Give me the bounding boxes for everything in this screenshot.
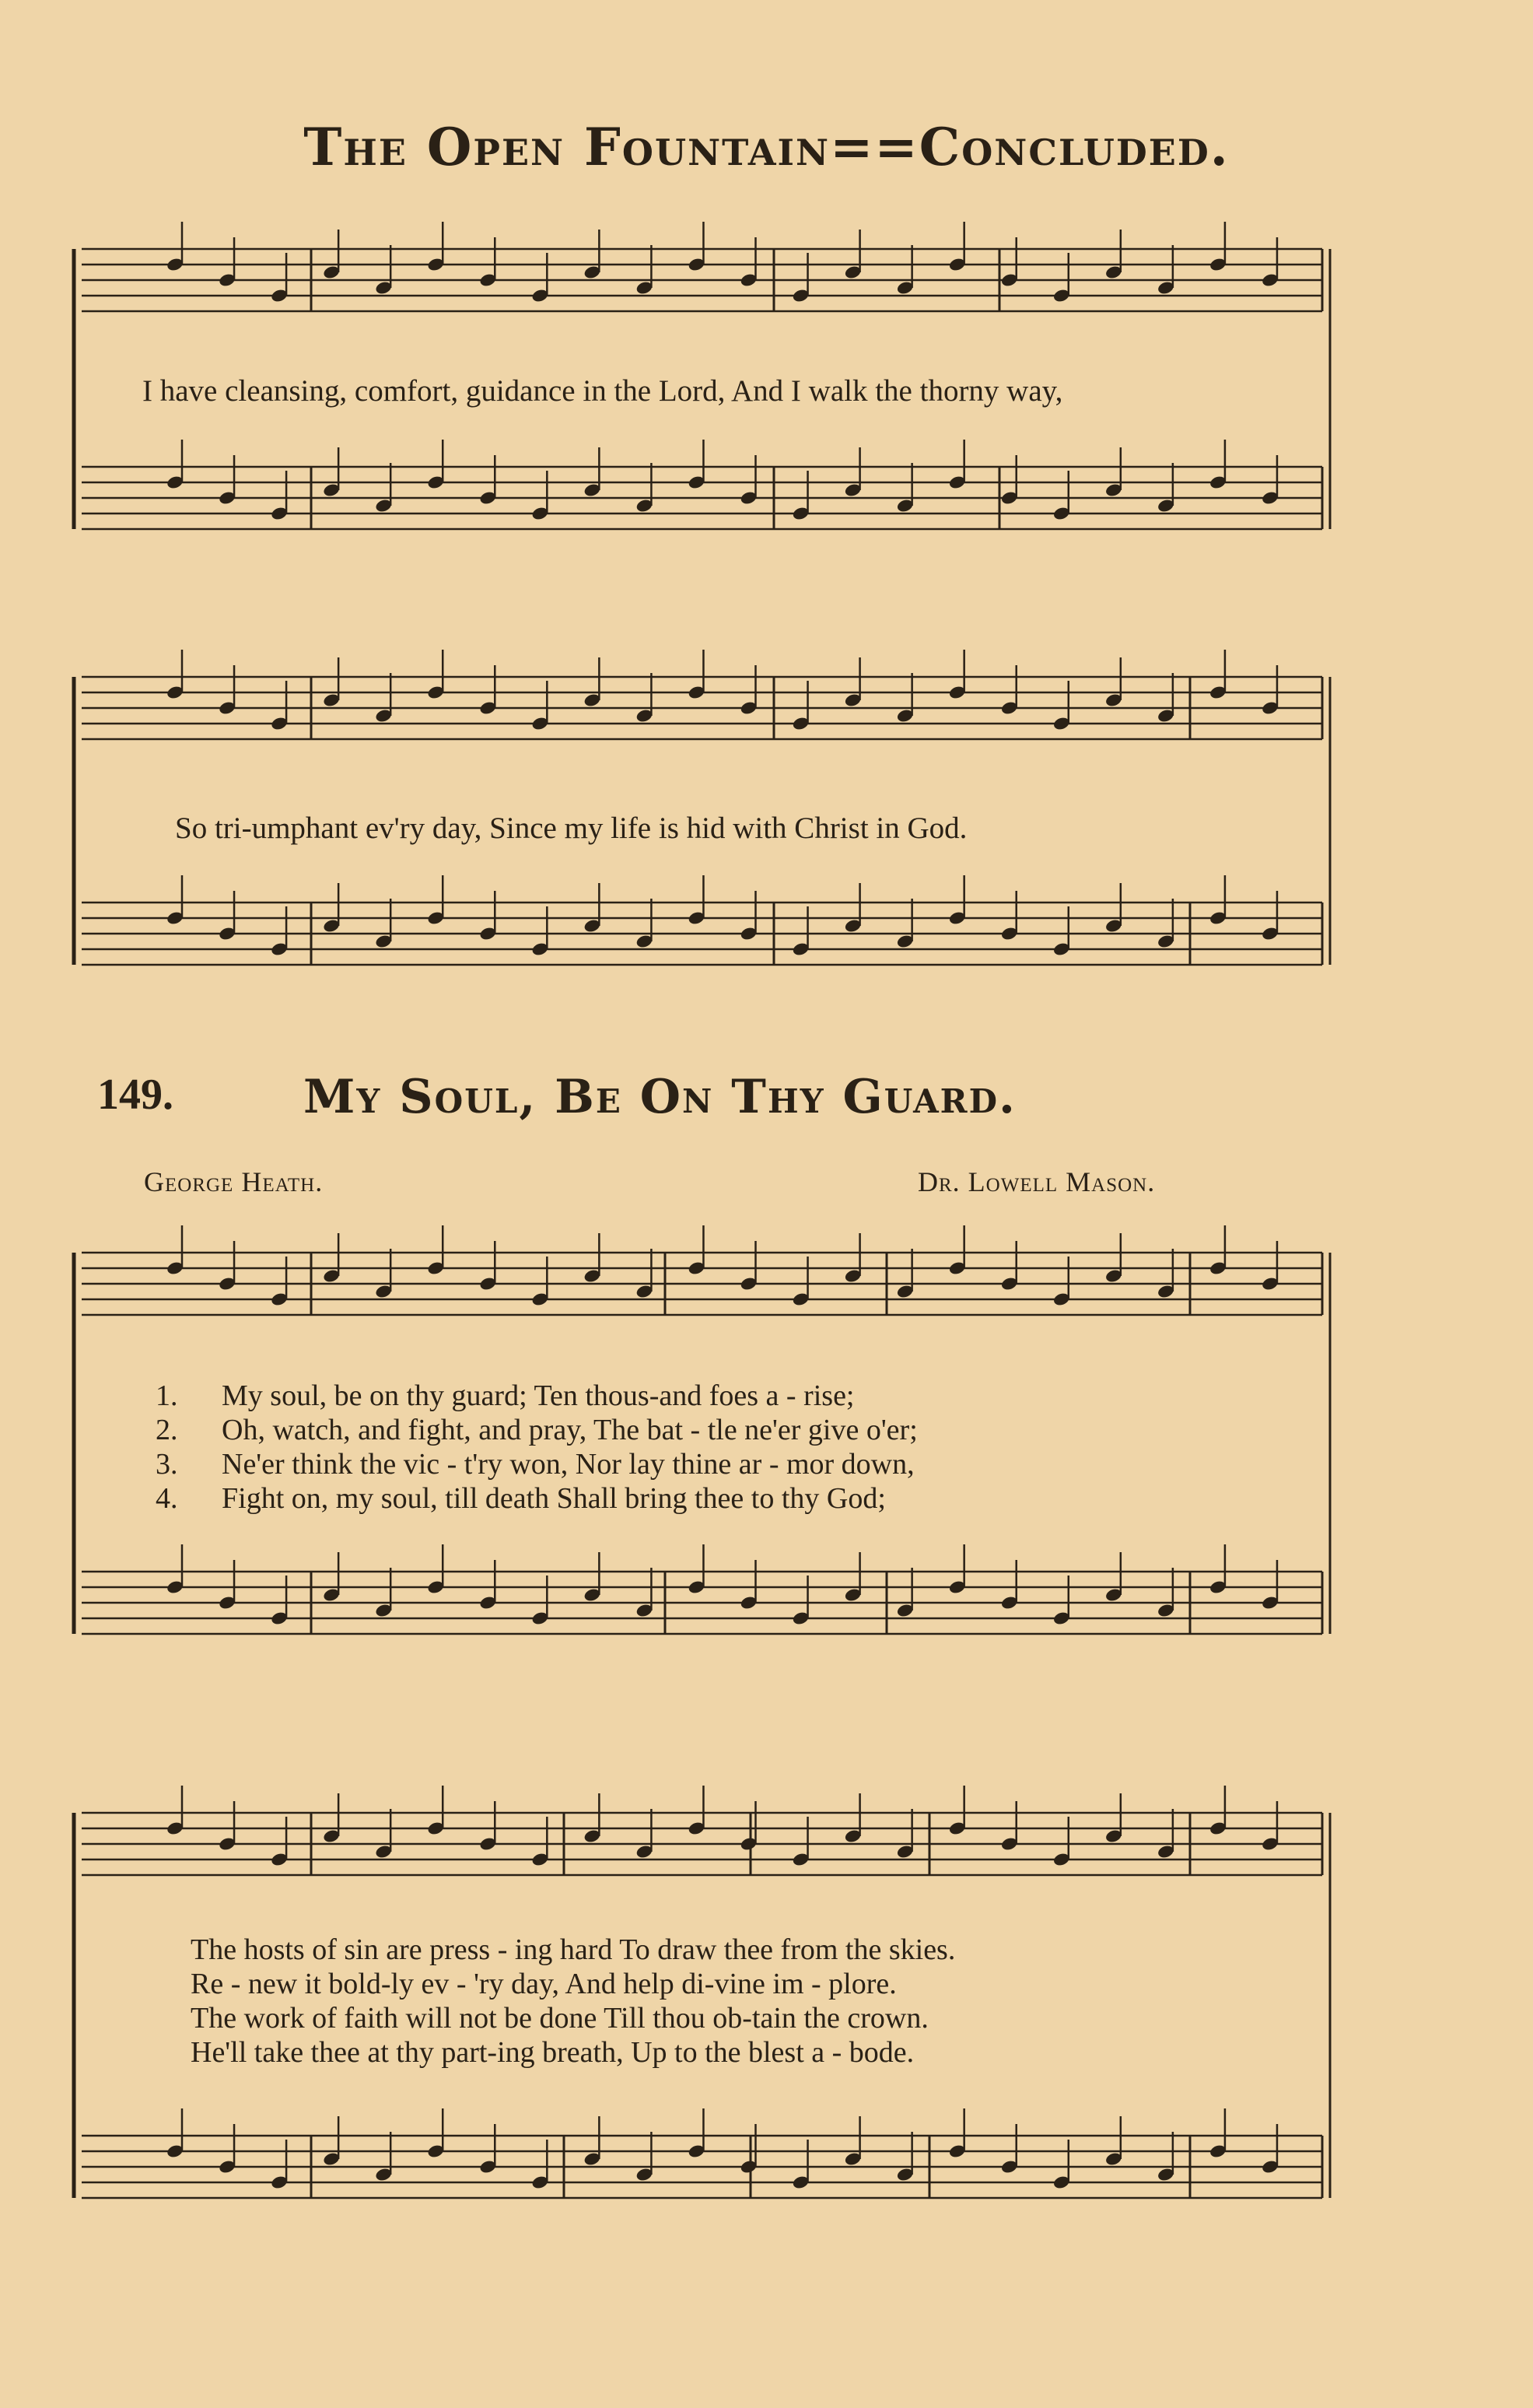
verse-number: 3. bbox=[156, 1448, 178, 1481]
verse-4a bbox=[156, 1481, 886, 1516]
verse-number: 1. bbox=[156, 1379, 178, 1412]
verse-1a bbox=[156, 1379, 855, 1413]
hymn-composer: Dr. Lowell Mason. bbox=[918, 1166, 1156, 1197]
verse-2b bbox=[191, 1967, 897, 2001]
verse-4b bbox=[191, 2035, 914, 2070]
verse-number: 2. bbox=[156, 1414, 178, 1446]
verse-1b bbox=[191, 1933, 955, 1967]
hymn-number: 149. bbox=[97, 1071, 173, 1119]
verse-text: Ne'er think the vic - t'ry won, Nor lay thine ar - mor down, bbox=[222, 1448, 915, 1481]
verse-text: Re - new it bold-ly ev - 'ry day, And help di-vine im - plore. bbox=[191, 1968, 897, 2000]
hymn-title: My Soul, Be On Thy Guard. bbox=[303, 1070, 1017, 1124]
verse-text: Fight on, my soul, till death Shall bring thee to thy God; bbox=[222, 1482, 886, 1515]
hymn-author: George Heath. bbox=[144, 1166, 324, 1197]
verse-text: He'll take thee at thy part-ing breath, Up to the blest a - bode. bbox=[191, 2036, 915, 2069]
verse-3a bbox=[156, 1447, 915, 1481]
verse-text: The hosts of sin are press - ing hard To draw thee from the skies. bbox=[191, 1933, 956, 1966]
verse-text: Oh, watch, and fight, and pray, The bat - tle ne'er give o'er; bbox=[222, 1414, 918, 1446]
verse-text: The work of faith will not be done Till thou ob-tain the crown. bbox=[191, 2002, 929, 2035]
system2-lyric: So tri-umphant ev'ry day, Since my life is hid with Christ in God. bbox=[175, 811, 968, 845]
system1-lyric: I have cleansing, comfort, guidance in the Lord, And I walk the thorny way, bbox=[142, 374, 1063, 408]
verse-number: 4. bbox=[156, 1482, 178, 1515]
page-title: The Open Fountain==Concluded. bbox=[303, 117, 1230, 177]
verse-2a bbox=[156, 1413, 918, 1447]
verse-text: My soul, be on thy guard; Ten thous-and foes a - rise; bbox=[222, 1379, 855, 1412]
verse-3b bbox=[191, 2001, 929, 2035]
